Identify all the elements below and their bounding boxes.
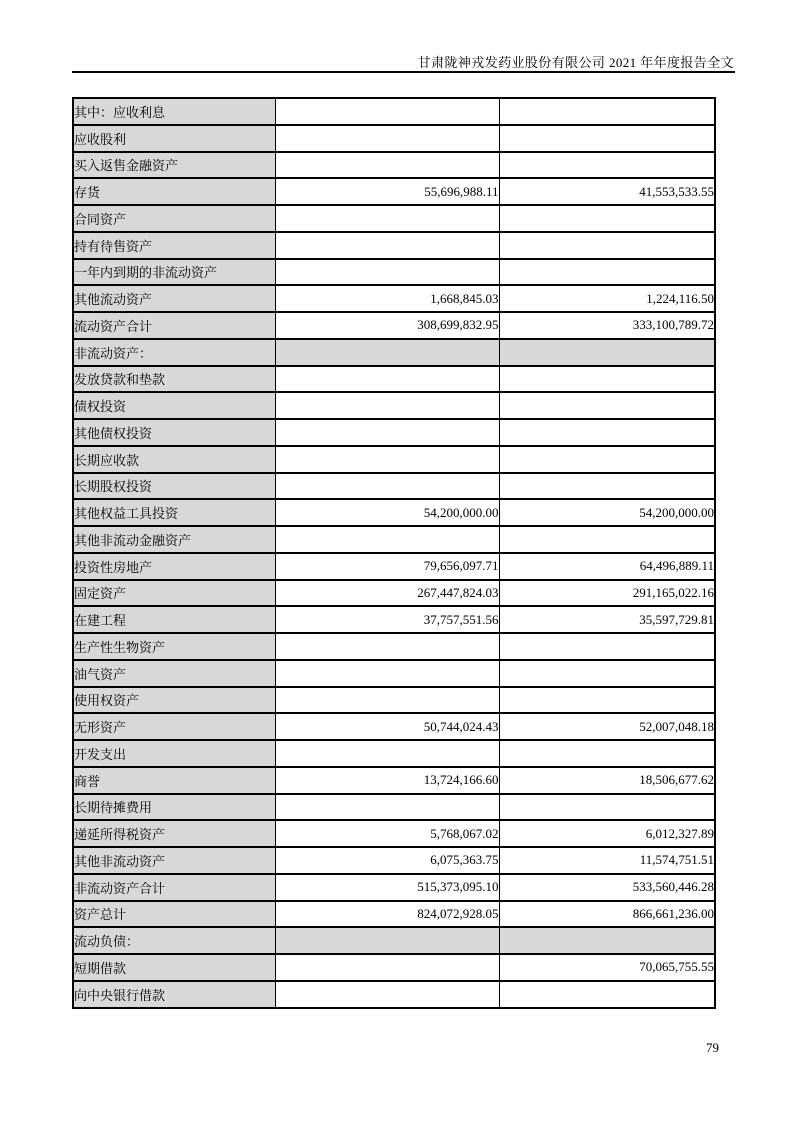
row-label-cell: 一年内到期的非流动资产 — [73, 259, 275, 286]
row-label-cell: 其他非流动资产 — [73, 847, 275, 874]
value-cell-prior — [499, 259, 715, 286]
value-cell-prior: 533,560,446.28 — [499, 874, 715, 901]
value-cell-current: 1,668,845.03 — [275, 285, 499, 312]
table-row — [73, 767, 715, 794]
row-label-cell: 其他流动资产 — [73, 285, 275, 312]
row-label-cell: 应收股利 — [73, 125, 275, 152]
row-label-cell: 长期应收款 — [73, 446, 275, 473]
table-row — [73, 713, 715, 740]
table-row — [73, 794, 715, 821]
row-label-cell: 其他债权投资 — [73, 419, 275, 446]
row-label-cell: 递延所得税资产 — [73, 820, 275, 847]
report-header-title: 甘肃陇神戎发药业股份有限公司 2021 年年度报告全文 — [417, 55, 734, 70]
table-row — [73, 687, 715, 714]
value-cell-current — [275, 98, 499, 125]
table-row — [73, 259, 715, 286]
value-cell-prior — [499, 526, 715, 553]
row-label-cell: 非流动资产： — [73, 339, 275, 366]
row-label-cell: 发放贷款和垫款 — [73, 366, 275, 393]
value-cell-prior — [499, 366, 715, 393]
value-cell-current: 13,724,166.60 — [275, 767, 499, 794]
row-label-cell: 其中：应收利息 — [73, 98, 275, 125]
row-label-cell: 合同资产 — [73, 205, 275, 232]
value-cell-current: 54,200,000.00 — [275, 499, 499, 526]
table-row — [73, 740, 715, 767]
table-row — [73, 847, 715, 874]
table-row — [73, 526, 715, 553]
table-row — [73, 580, 715, 607]
value-cell-current — [275, 633, 499, 660]
value-cell-current — [275, 152, 499, 179]
value-cell-current — [275, 125, 499, 152]
value-cell-prior — [499, 205, 715, 232]
value-cell-prior — [499, 232, 715, 259]
table-row — [73, 606, 715, 633]
row-label-cell: 其他权益工具投资 — [73, 499, 275, 526]
value-cell-prior: 1,224,116.50 — [499, 285, 715, 312]
table-row — [73, 633, 715, 660]
row-label-cell: 长期股权投资 — [73, 473, 275, 500]
table-row — [73, 981, 715, 1008]
row-label-cell: 资产总计 — [73, 901, 275, 928]
row-label-cell: 长期待摊费用 — [73, 794, 275, 821]
value-cell-prior — [499, 98, 715, 125]
balance-sheet-table — [72, 97, 716, 1009]
row-label-cell: 使用权资产 — [73, 687, 275, 714]
value-cell-current — [275, 392, 499, 419]
value-cell-prior: 18,506,677.62 — [499, 767, 715, 794]
value-cell-prior — [499, 152, 715, 179]
value-cell-current: 5,768,067.02 — [275, 820, 499, 847]
value-cell-current — [275, 339, 499, 366]
value-cell-prior: 70,065,755.55 — [499, 954, 715, 981]
value-cell-prior — [499, 740, 715, 767]
value-cell-current — [275, 419, 499, 446]
table-row — [73, 473, 715, 500]
table-row — [73, 553, 715, 580]
value-cell-prior: 54,200,000.00 — [499, 499, 715, 526]
value-cell-prior: 866,661,236.00 — [499, 901, 715, 928]
header-rule — [72, 71, 735, 73]
table-row — [73, 178, 715, 205]
row-label-cell: 生产性生物资产 — [73, 633, 275, 660]
table-row — [73, 419, 715, 446]
value-cell-current — [275, 526, 499, 553]
value-cell-prior — [499, 981, 715, 1008]
value-cell-prior: 41,553,533.55 — [499, 178, 715, 205]
table-row — [73, 152, 715, 179]
table-row — [73, 392, 715, 419]
value-cell-prior — [499, 446, 715, 473]
row-label-cell: 商誉 — [73, 767, 275, 794]
row-label-cell: 油气资产 — [73, 660, 275, 687]
table-row — [73, 232, 715, 259]
table-row — [73, 820, 715, 847]
value-cell-current: 79,656,097.71 — [275, 553, 499, 580]
value-cell-prior — [499, 339, 715, 366]
table-row — [73, 366, 715, 393]
value-cell-prior: 291,165,022.16 — [499, 580, 715, 607]
value-cell-current — [275, 205, 499, 232]
value-cell-current: 308,699,832.95 — [275, 312, 499, 339]
table-row — [73, 125, 715, 152]
value-cell-prior: 6,012,327.89 — [499, 820, 715, 847]
row-label-cell: 债权投资 — [73, 392, 275, 419]
row-label-cell: 固定资产 — [73, 580, 275, 607]
row-label-cell: 持有待售资产 — [73, 232, 275, 259]
table-row — [73, 954, 715, 981]
value-cell-current — [275, 446, 499, 473]
value-cell-current — [275, 687, 499, 714]
value-cell-prior — [499, 419, 715, 446]
value-cell-current — [275, 232, 499, 259]
value-cell-prior: 52,007,048.18 — [499, 713, 715, 740]
value-cell-prior — [499, 633, 715, 660]
value-cell-prior — [499, 125, 715, 152]
table-row — [73, 927, 715, 954]
balance-sheet-table-body — [73, 98, 715, 1008]
value-cell-current — [275, 927, 499, 954]
row-label-cell: 向中央银行借款 — [73, 981, 275, 1008]
table-row — [73, 446, 715, 473]
value-cell-current — [275, 366, 499, 393]
value-cell-current — [275, 794, 499, 821]
value-cell-prior: 11,574,751.51 — [499, 847, 715, 874]
value-cell-current — [275, 473, 499, 500]
value-cell-current — [275, 954, 499, 981]
row-label-cell: 流动资产合计 — [73, 312, 275, 339]
value-cell-prior: 333,100,789.72 — [499, 312, 715, 339]
table-row — [73, 285, 715, 312]
row-label-cell: 其他非流动金融资产 — [73, 526, 275, 553]
table-row — [73, 312, 715, 339]
value-cell-current: 55,696,988.11 — [275, 178, 499, 205]
value-cell-current: 50,744,024.43 — [275, 713, 499, 740]
value-cell-prior — [499, 660, 715, 687]
row-label-cell: 非流动资产合计 — [73, 874, 275, 901]
value-cell-prior — [499, 392, 715, 419]
value-cell-prior — [499, 927, 715, 954]
row-label-cell: 买入返售金融资产 — [73, 152, 275, 179]
table-row — [73, 874, 715, 901]
value-cell-current: 824,072,928.05 — [275, 901, 499, 928]
row-label-cell: 无形资产 — [73, 713, 275, 740]
table-row — [73, 660, 715, 687]
value-cell-prior: 64,496,889.11 — [499, 553, 715, 580]
row-label-cell: 投资性房地产 — [73, 553, 275, 580]
row-label-cell: 开发支出 — [73, 740, 275, 767]
table-row — [73, 98, 715, 125]
value-cell-prior — [499, 687, 715, 714]
value-cell-current — [275, 740, 499, 767]
value-cell-current — [275, 259, 499, 286]
value-cell-current: 267,447,824.03 — [275, 580, 499, 607]
row-label-cell: 在建工程 — [73, 606, 275, 633]
value-cell-prior: 35,597,729.81 — [499, 606, 715, 633]
value-cell-current: 37,757,551.56 — [275, 606, 499, 633]
value-cell-current: 6,075,363.75 — [275, 847, 499, 874]
value-cell-prior — [499, 473, 715, 500]
row-label-cell: 流动负债： — [73, 927, 275, 954]
row-label-cell: 短期借款 — [73, 954, 275, 981]
page-number: 79 — [706, 1040, 719, 1055]
table-row — [73, 205, 715, 232]
table-row — [73, 499, 715, 526]
row-label-cell: 存货 — [73, 178, 275, 205]
value-cell-current — [275, 660, 499, 687]
value-cell-current — [275, 981, 499, 1008]
value-cell-current: 515,373,095.10 — [275, 874, 499, 901]
value-cell-prior — [499, 794, 715, 821]
table-row — [73, 901, 715, 928]
table-row — [73, 339, 715, 366]
